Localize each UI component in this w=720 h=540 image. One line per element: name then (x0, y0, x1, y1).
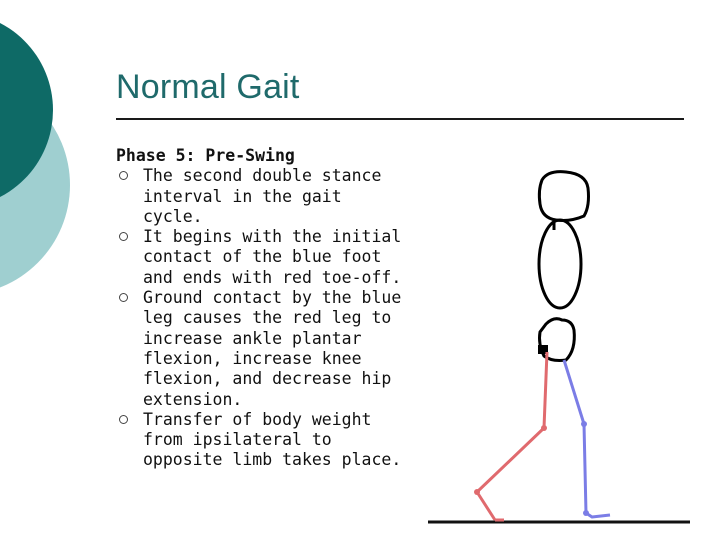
pelvis-icon (540, 319, 575, 361)
bullet-item (116, 410, 406, 471)
bullet-text: Ground contact by the blue leg causes the red leg to increase ankle plantar flexion, increase knee flexion, and decrease hip extension. (143, 288, 402, 409)
bullet-text: Transfer of body weight from ipsilateral to opposite limb takes place. (143, 409, 402, 470)
blue-ankle (583, 510, 589, 516)
blue-leg (564, 360, 610, 517)
bullet-text: It begins with the initial contact of the blue foot and ends with red toe-off. (143, 227, 402, 287)
hollow-circle-bullet-icon (119, 415, 128, 424)
decorative-circles (0, 0, 100, 300)
bullet-item (116, 288, 406, 410)
slide-body (116, 146, 406, 471)
gait-stick-figure (420, 160, 700, 530)
red-leg (477, 352, 547, 520)
title-divider (116, 118, 684, 120)
head-icon (539, 172, 588, 221)
red-knee (541, 425, 547, 431)
slide-title: Normal Gait (116, 68, 300, 106)
bullet-text: The second double stance interval in the gait cycle. (143, 166, 382, 226)
bullet-item (116, 166, 406, 227)
phase-heading: Phase 5: Pre-Swing (116, 146, 295, 165)
blue-knee (581, 421, 587, 427)
hollow-circle-bullet-icon (119, 293, 128, 302)
hollow-circle-bullet-icon (119, 232, 128, 241)
bullet-item (116, 227, 406, 288)
hollow-circle-bullet-icon (119, 171, 128, 180)
bullet-list (116, 166, 406, 470)
torso-icon (539, 220, 581, 308)
red-ankle (474, 489, 480, 495)
